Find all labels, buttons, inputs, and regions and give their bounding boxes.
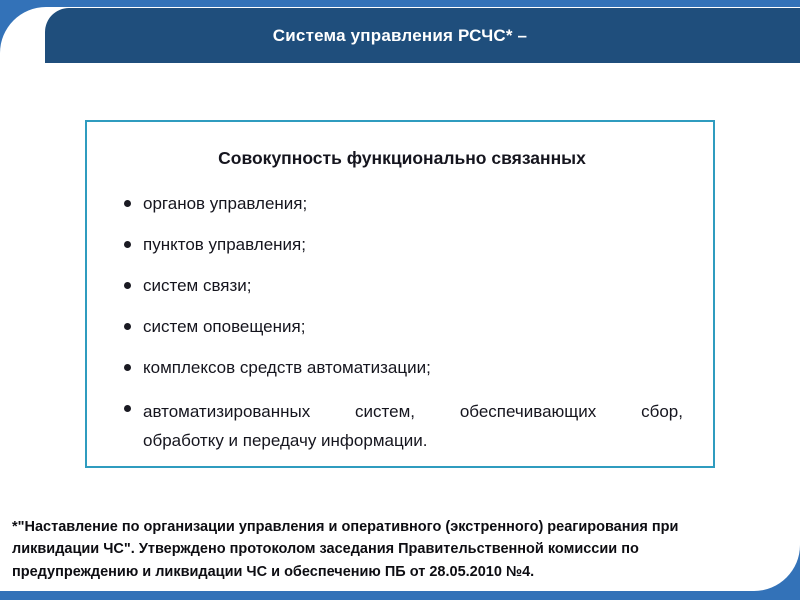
bullet-text: органов управления; (143, 194, 308, 213)
slide-content-area (0, 7, 800, 591)
slide-title: Система управления РСЧС* – (272, 25, 528, 45)
header-bar (45, 8, 800, 63)
bullet-icon (124, 241, 131, 248)
bullet-icon (124, 323, 131, 330)
bullet-icon (124, 282, 131, 289)
definition-heading: Совокупность функционально связанных (218, 148, 586, 168)
bullet-icon (124, 405, 131, 412)
bullet-item (121, 316, 683, 338)
definition-box (85, 120, 715, 468)
bullet-text: систем связи; (143, 276, 252, 296)
bullet-icon (124, 364, 131, 371)
bullet-item (121, 357, 683, 379)
bullet-text: пунктов управления; (143, 235, 306, 255)
bullet-text: комплексов средств автоматизации; (143, 358, 431, 378)
bullet-item (121, 398, 683, 456)
bullet-item (121, 275, 683, 297)
bullet-list (121, 193, 683, 456)
bullet-text-line-2: обработку и передачу информации. (143, 431, 428, 451)
bullet-text-line-1: автоматизированных систем, обеспечивающих сбор, (143, 402, 683, 422)
bullet-icon (124, 200, 131, 207)
bullet-item (121, 234, 683, 256)
bullet-text: систем оповещения; (143, 317, 306, 337)
bullet-item (121, 193, 683, 215)
footnote-text: *"Наставление по организации управления и оперативного (экстренного) реагирования при ликвидации ЧС". Утверждено протоколом заседания Правительственной комиссии по предупреждению и ликвидации ЧС и обеспечению ПБ от 28.05.2010 №4. (12, 518, 679, 580)
